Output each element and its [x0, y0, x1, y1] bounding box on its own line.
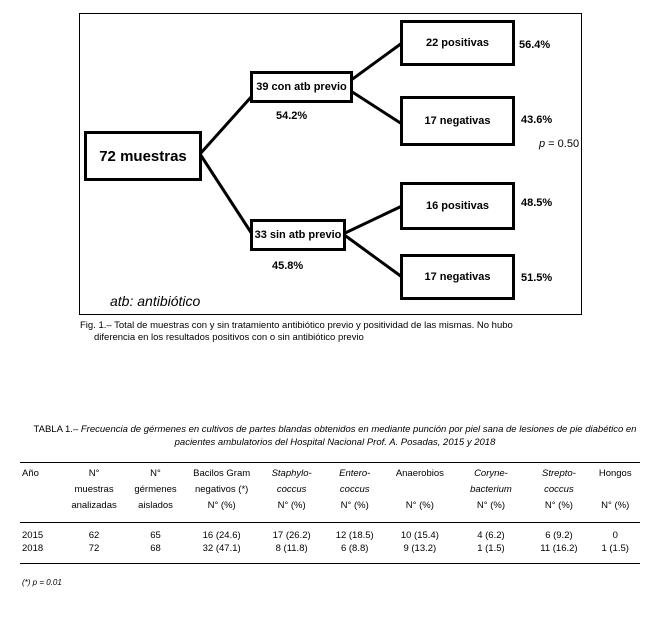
cell-year: 2018: [22, 543, 44, 554]
cell-staphylococcus: 17 (26.2): [272, 530, 311, 541]
root-node-total-samples: 72 muestras: [84, 131, 202, 181]
header-streptococcus-italic: Strepto- coccus: [542, 468, 576, 495]
header-enterococcus-italic: Entero- coccus: [339, 468, 371, 495]
node-with-atb-negative: 17 negativas: [400, 96, 515, 146]
header-samples: N° muestras analizadas: [71, 468, 117, 511]
germ-frequency-table: [20, 462, 640, 564]
node-with-antibiotic: 39 con atb previo: [250, 71, 353, 103]
header-staphylococcus: Staphylo- coccus N° (%): [271, 468, 312, 511]
cell-gram-negative: 16 (24.6): [202, 530, 241, 541]
table-row: [20, 529, 640, 542]
figure-caption-line2: diferencia en los resultados positivos con o sin antibiótico previo: [94, 332, 364, 343]
pct-with-antibiotic: 54.2%: [276, 110, 308, 122]
pct-without-atb-negative: 51.5%: [521, 272, 553, 284]
cell-anaerobes: 10 (15.4): [400, 530, 439, 541]
table-caption-text: Frecuencia de gérmenes en cultivos de partes blandas obtenidos en mediante punción por piel sana de lesiones de pie diabético en pacientes ambulatorios del Hospital Nacional Prof. A. Posadas, 2015 y 2018: [80, 424, 637, 448]
node-with-atb-positive: 22 positivas: [400, 20, 515, 66]
node-without-atb-negative: 17 negativas: [400, 254, 515, 300]
header-germs: N° gérmenes aislados: [134, 468, 177, 511]
pct-without-atb-positive: 48.5%: [521, 197, 553, 209]
p-value: [539, 138, 579, 150]
table-row: [20, 542, 640, 564]
table-caption: [30, 423, 640, 449]
pct-with-atb-positive: 56.4%: [519, 39, 551, 51]
cell-anaerobes: 9 (13.2): [403, 543, 437, 554]
header-corynebacterium-italic: Coryne- bacterium: [470, 468, 512, 495]
cell-fungi: 1 (1.5): [601, 543, 629, 554]
tree-diagram-figure: [79, 13, 582, 315]
figure-caption: [80, 320, 600, 344]
p-symbol: p: [539, 138, 546, 150]
header-gram-negative: Bacilos Gram negativos (*) N° (%): [193, 468, 251, 511]
cell-corynebacterium: 4 (6.2): [477, 530, 505, 541]
cell-germs: 68: [150, 543, 161, 554]
table-footnote: (*) p = 0.01: [22, 578, 62, 587]
header-year: Año: [22, 468, 39, 479]
pct-with-atb-negative: 43.6%: [521, 114, 553, 126]
cell-fungi: 0: [612, 530, 618, 541]
cell-germs: 65: [150, 530, 161, 541]
cell-gram-negative: 32 (47.1): [202, 543, 241, 554]
cell-samples: 72: [88, 543, 100, 554]
header-fungi: Hongos N° (%): [598, 468, 632, 511]
node-without-atb-positive: 16 positivas: [400, 182, 515, 230]
cell-streptococcus: 11 (16.2): [540, 543, 578, 554]
header-corynebacterium: Coryne- bacterium N° (%): [470, 468, 512, 511]
cell-corynebacterium: 1 (1.5): [477, 543, 505, 554]
header-enterococcus: Entero- coccus N° (%): [339, 468, 371, 511]
cell-staphylococcus: 8 (11.8): [275, 543, 308, 554]
table-header-row: [20, 463, 640, 523]
cell-samples: 62: [88, 530, 100, 541]
antibiotic-legend: atb: antibiótico: [110, 293, 201, 309]
pct-without-antibiotic: 45.8%: [272, 260, 304, 272]
table-caption-label: TABLA 1.–: [33, 424, 81, 435]
cell-enterococcus: 12 (18.5): [335, 530, 374, 541]
p-value-number: = 0.50: [545, 138, 580, 150]
header-anaerobes: Anaerobios N° (%): [395, 468, 444, 511]
node-without-antibiotic: 33 sin atb previo: [250, 219, 346, 251]
cell-enterococcus: 6 (8.8): [340, 543, 369, 554]
header-staphylococcus-italic: Staphylo- coccus: [271, 468, 312, 495]
header-streptococcus: Strepto- coccus N° (%): [542, 468, 576, 511]
cell-streptococcus: 6 (9.2): [545, 530, 573, 541]
figure-caption-line1: Fig. 1.– Total de muestras con y sin tratamiento antibiótico previo y positividad de las mismas. No hubo: [80, 320, 513, 331]
cell-year: 2015: [22, 530, 44, 541]
